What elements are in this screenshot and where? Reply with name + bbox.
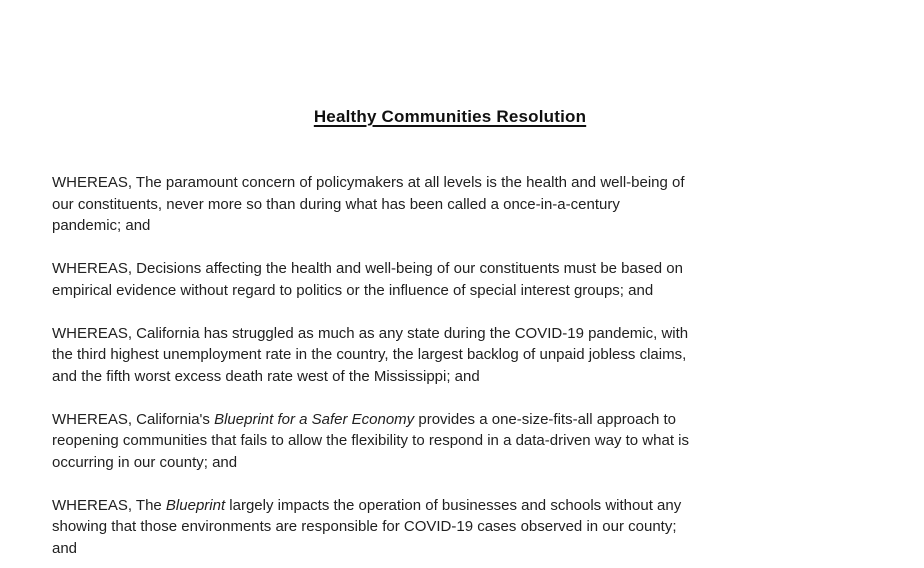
text-segment: and <box>52 539 78 557</box>
document-body <box>52 172 848 559</box>
paragraph <box>52 258 848 301</box>
text-segment: provides a one-size-fits-all approach to <box>414 410 676 428</box>
text-segment: WHEREAS, Decisions affecting the health and well-being of our constituents must be based on <box>52 260 683 277</box>
text-segment: our constituents, never more so than during what has been called a once-in-a-century <box>52 195 620 213</box>
text-segment: the third highest unemployment rate in the country, the largest backlog of unpaid jobless claims, <box>52 346 687 363</box>
text-segment: WHEREAS, California has struggled as much as any state during the COVID-19 pandemic, with <box>52 324 689 342</box>
document-title: Healthy Communities Resolution <box>313 107 587 126</box>
text-segment: showing that those environments are responsible for COVID-19 cases observed in our county; <box>52 518 677 535</box>
paragraph <box>52 409 848 474</box>
paragraph <box>52 323 848 388</box>
text-segment: empirical evidence without regard to politics or the influence of special interest groups; and <box>52 281 654 299</box>
text-segment: and the fifth worst excess death rate west of the Mississippi; and <box>52 367 480 385</box>
text-segment: pandemic; and <box>52 217 151 234</box>
paragraph <box>52 172 848 237</box>
italic-text-segment: Blueprint <box>165 496 226 514</box>
text-segment: WHEREAS, California's <box>52 410 215 428</box>
text-segment: WHEREAS, The <box>52 496 166 514</box>
text-segment: reopening communities that fails to allow the flexibility to respond in a data-driven way to what is <box>52 432 689 449</box>
paragraph <box>52 495 848 560</box>
italic-text-segment: Blueprint for a Safer Economy <box>214 410 415 428</box>
text-segment: occurring in our county; and <box>52 453 238 471</box>
text-segment: largely impacts the operation of businesses and schools without any <box>225 496 682 514</box>
text-segment: WHEREAS, The paramount concern of policymakers at all levels is the health and well-being of <box>52 174 685 191</box>
